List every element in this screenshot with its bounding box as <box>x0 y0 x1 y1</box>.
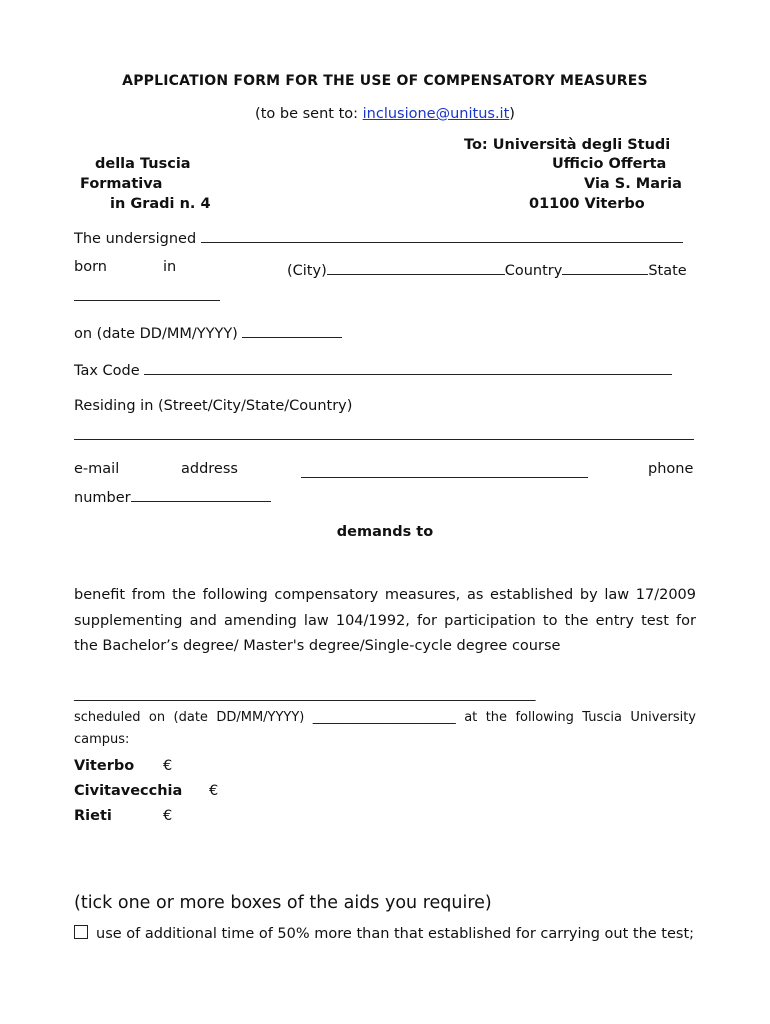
residing-field[interactable] <box>74 424 694 440</box>
residing-label: Residing in (Street/City/State/Country) <box>74 398 353 414</box>
country-field[interactable] <box>562 259 648 275</box>
born-label: born <box>74 259 107 275</box>
campus-viterbo-label: Viterbo <box>74 758 135 774</box>
undersigned-row <box>74 227 683 247</box>
tick-instruction: (tick one or more boxes of the aids you require) <box>74 893 492 913</box>
send-to-line <box>0 106 770 122</box>
phone-label: phone <box>648 461 694 477</box>
address-line-2-left: della Tuscia <box>95 156 191 172</box>
email-label: e-mail <box>74 461 120 477</box>
tax-code-row <box>74 359 672 379</box>
scheduled-paragraph: scheduled on (date DD/MM/YYYY) ______________________ at the following Tuscia University campus: <box>74 710 696 747</box>
address-line-1: To: Università degli Studi <box>464 137 671 153</box>
city-label: (City) <box>287 263 327 279</box>
form-title: APPLICATION FORM FOR THE USE OF COMPENSATORY MEASURES <box>122 73 648 89</box>
city-field[interactable] <box>327 259 505 275</box>
aid-extra-time-label: use of additional time of 50% more than that established for carrying out the test; <box>96 926 695 942</box>
state-field[interactable] <box>74 285 220 301</box>
send-to-prefix: (to be sent to: <box>255 106 363 122</box>
undersigned-field[interactable] <box>201 227 683 243</box>
date-row <box>74 322 342 342</box>
address-label: address <box>181 461 238 477</box>
state-label: State <box>648 263 687 279</box>
campus-civitavecchia-label: Civitavecchia <box>74 783 183 799</box>
email-field[interactable] <box>301 462 588 478</box>
benefit-paragraph: benefit from the following compensatory measures, as established by law 17/2009 supplementing and amending law 104/1992, for participation to the entry test for the Bachelor’s degree/ Master's degree/Single-cycle degree course <box>74 587 696 654</box>
phone-row <box>74 486 271 506</box>
address-line-2-right: Ufficio Offerta <box>552 156 667 172</box>
address-line-4-right: 01100 Viterbo <box>529 196 645 212</box>
campus-rieti-checkbox[interactable]: € <box>163 808 173 824</box>
in-label: in <box>163 259 177 275</box>
email-link[interactable]: inclusione@unitus.it <box>362 106 510 122</box>
demands-heading: demands to <box>336 524 434 540</box>
campus-civitavecchia-checkbox[interactable]: € <box>209 783 219 799</box>
address-line-4-left: in Gradi n. 4 <box>110 196 211 212</box>
aid-option-extra-time <box>74 921 696 948</box>
number-label: number <box>74 490 131 506</box>
course-line[interactable]: _______________________________________________________________________ <box>74 687 536 702</box>
campus-viterbo-checkbox[interactable]: € <box>163 758 173 774</box>
country-label: Country <box>504 263 563 279</box>
tax-code-field[interactable] <box>144 359 672 375</box>
tax-code-label: Tax Code <box>74 363 140 379</box>
address-line-3-left: Formativa <box>80 176 163 192</box>
birth-date-field[interactable] <box>242 322 342 338</box>
undersigned-label: The undersigned <box>74 231 197 247</box>
send-to-suffix: ) <box>509 106 515 122</box>
date-label: on (date DD/MM/YYYY) <box>74 326 238 342</box>
address-line-3-right: Via S. Maria <box>584 176 682 192</box>
campus-rieti-label: Rieti <box>74 808 112 824</box>
phone-field[interactable] <box>131 486 271 502</box>
city-row <box>287 259 687 279</box>
aid-extra-time-checkbox[interactable] <box>74 925 88 939</box>
